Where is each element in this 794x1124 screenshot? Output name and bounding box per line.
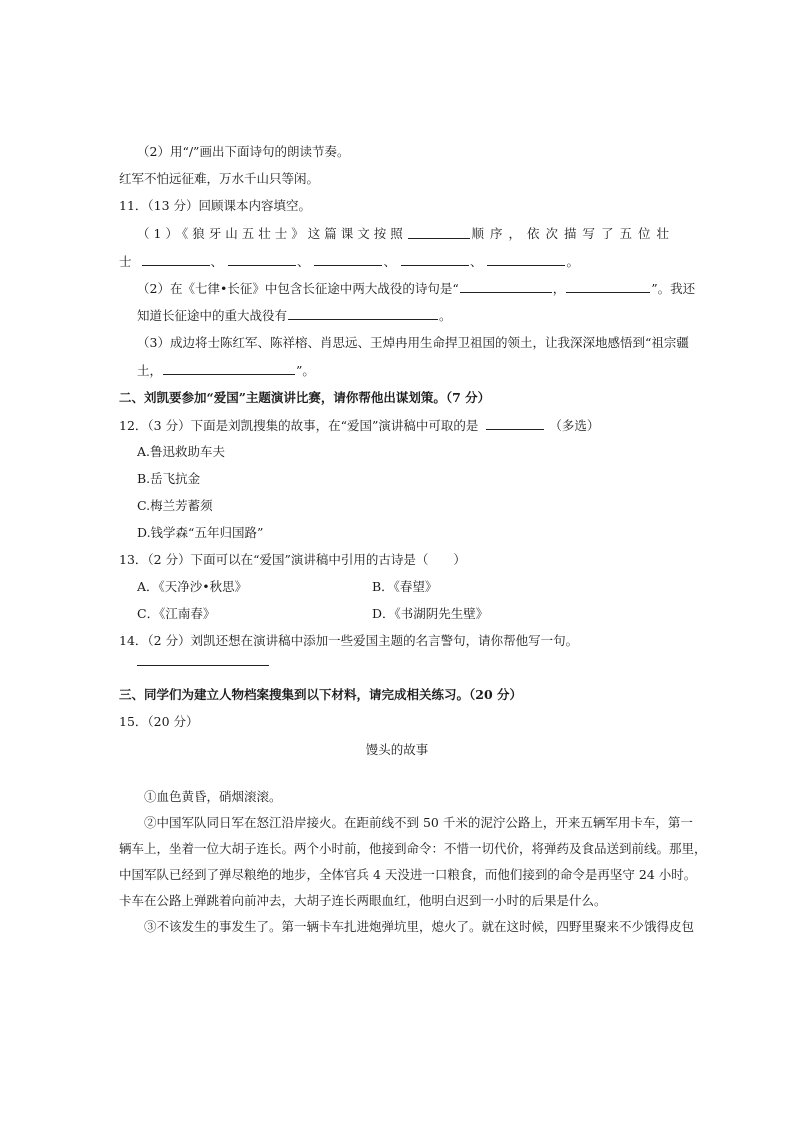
q11-part1-line2: 士 、 、 、 、 。 [119, 254, 579, 269]
q12-stem [119, 417, 599, 434]
q12-option-d[interactable]: D.钱学森“五年归国路” [137, 525, 264, 540]
q11-part2-line1 [137, 280, 695, 297]
q11-part3-text-b: ”。 [296, 363, 315, 378]
hero-blank-2[interactable] [228, 253, 296, 266]
section3-heading: 三、同学们为建立人物档案搜集到以下材料，请完成相关练习。（20 分） [119, 687, 522, 702]
hero-blank-5[interactable] [487, 253, 565, 266]
story-paragraph-2-line-4: 卡车在公路上弹跳着向前冲去，大胡子连长两眼血红，他明白迟到一小时的后果是什么。 [119, 893, 607, 908]
story-paragraph-2-line-1: ②中国军队同日军在怒江沿岸接火。在距前线不到 50 千米的泥泞公路上，开来五辆军用卡车，第一 [144, 815, 693, 830]
q15-stem: 15．（20 分） [119, 714, 199, 729]
territory-blank[interactable] [163, 362, 295, 375]
q11-part3-text-a: 土， [137, 363, 163, 378]
q10-part2-instruction: （2）用“/”画出下面诗句的朗读节奏。 [137, 144, 350, 159]
q12-option-a[interactable]: A.鲁迅救助车夫 [137, 444, 226, 459]
battle-line-blank-2[interactable] [566, 280, 650, 293]
hero-blank-3[interactable] [314, 253, 382, 266]
q11-part1-text-c: 士 [119, 254, 132, 269]
q11-part2-line2: 知道长征途中的重大战役有 。 [137, 308, 452, 323]
q14-stem: 14．（2 分）刘凯还想在演讲稿中添加一些爱国主题的名言警句，请你帮他写一句。 [119, 633, 579, 648]
q13-option-d[interactable]: D．《书湖阴先生壁》 [372, 606, 489, 621]
q13-option-c[interactable]: C．《江南春》 [137, 606, 216, 621]
section2-heading: 二、刘凯要参加“爱国”主题演讲比赛，请你帮他出谋划策。（7 分） [119, 390, 491, 405]
story-paragraph-2-line-2: 辆车上，坐着一位大胡子连长。两个小时前，他接到命令：不惜一切代价，将弹药及食品送到前线。那里， [119, 841, 707, 856]
hero-blank-1[interactable] [142, 253, 210, 266]
q13-stem: 13．（2 分）下面可以在“爱国”演讲稿中引用的古诗是（ ） [119, 552, 466, 567]
poem-line: 红军不怕远征难，万水千山只等闲。 [119, 171, 320, 186]
story-paragraph-1: ①血色黄昏，硝烟滚滚。 [144, 789, 282, 804]
battle-line-blank-1[interactable] [460, 280, 552, 293]
story-paragraph-3-line-1: ③不该发生的事发生了。第一辆卡车扎进炮弹坑里，熄火了。就在这时候，四野里聚来不少饿得皮包 [144, 919, 695, 934]
q11-part2-line2-text: 知道长征途中的重大战役有 [137, 308, 288, 323]
q13-option-b[interactable]: B．《春望》 [372, 579, 438, 594]
q12-stem-suffix: （多选） [549, 418, 600, 433]
q11-part3-line1: （3）成边将士陈红军、陈祥榕、肖思远、王焯冉用生命捍卫祖国的领土，让我深深地感悟到“祖宗疆 [137, 335, 689, 350]
q12-option-b[interactable]: B.岳飞抗金 [137, 471, 201, 486]
q12-stem-text: 12．（3 分）下面是刘凯搜集的故事，在“爱国”演讲稿中可取的是 [119, 418, 479, 433]
q12-answer-blank[interactable] [486, 417, 544, 430]
story-paragraph-2-line-3: 中国军队已经到了弹尽粮绝的地步，全体官兵 4 天没进一口粮食，而他们接到的命令是再坚守 24 小时。 [119, 867, 697, 882]
q11-part2-text-a: （2）在《七律•长征》中包含长征途中两大战役的诗句是“ [137, 281, 459, 296]
q11-part1-line1 [137, 226, 675, 242]
hero-blank-4[interactable] [401, 253, 469, 266]
q11-stem: 11．（13 分）回顾课本内容填空。 [119, 198, 312, 213]
q14-answer-line[interactable] [137, 665, 269, 666]
q11-part2-sep: ， [552, 281, 566, 296]
q11-part1-blank-order[interactable] [408, 226, 471, 239]
story-title: 馒头的故事 [365, 742, 429, 757]
q11-part1-text-a: （1）《狼牙山五壮士》这篇课文按照 [137, 226, 407, 241]
q11-part1-text-b: 顺序，依次描写了五位壮 [471, 226, 675, 241]
q12-option-c[interactable]: C.梅兰芳蓄须 [137, 498, 213, 513]
q13-option-a[interactable]: A．《天净沙•秋思》 [137, 579, 248, 594]
battles-blank[interactable] [288, 307, 438, 320]
q11-part2-text-b: ”。我还 [651, 281, 696, 296]
q11-part3-line2 [137, 362, 315, 379]
